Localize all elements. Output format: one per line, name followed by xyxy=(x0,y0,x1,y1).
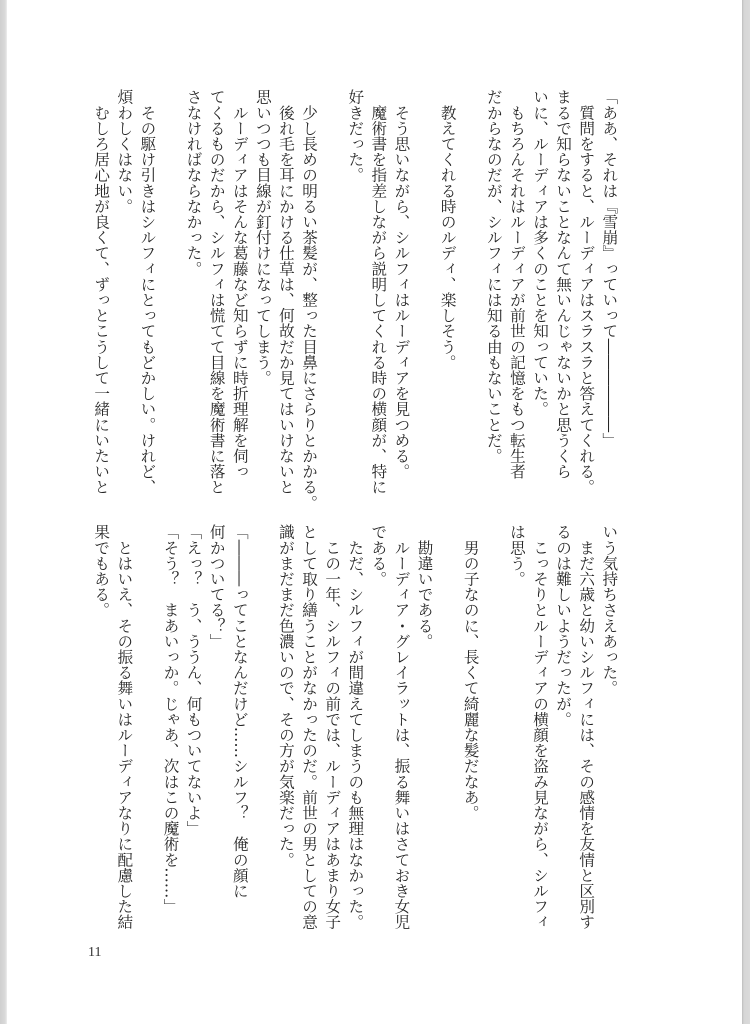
text-line: 好きだった。 xyxy=(346,89,365,183)
blank-line xyxy=(482,524,505,916)
page-edge-left xyxy=(0,0,7,1024)
text-line: として取り繕うことがなかったのだ。前世の男としての意 xyxy=(300,524,319,930)
text-line: 識がまだまだ色濃いので、その方が気楽だった。 xyxy=(276,524,295,868)
text-line: 煩わしくはない。 xyxy=(115,89,134,214)
blank-line xyxy=(412,89,435,481)
text-line: いに、ルーディアは多くのことを知っていた。 xyxy=(531,89,550,417)
page-number: 11 xyxy=(88,945,102,960)
upper-text-block xyxy=(89,89,620,511)
text-line: とはいえ、その振る舞いはルーディアなりに配慮した結 xyxy=(115,524,134,930)
text-line: むしろ居心地が良くて、ずっとこうして一緒にいたいと xyxy=(92,89,111,495)
text-line: 後れ毛を耳にかける仕草は、何故だか見てはいけないと xyxy=(276,89,295,495)
text-line: 果でもある。 xyxy=(92,524,111,618)
text-line: 勘違いである。 xyxy=(415,524,434,649)
dialogue-line: 「―――ってことなんだけど……シルフ？ 俺の顔に xyxy=(230,524,249,899)
text-line: だからなのだが、シルフィには知る由もないことだ。 xyxy=(484,89,503,464)
text-line: こっそりとルーディアの横顔を盗み見ながら、シルフィ xyxy=(531,524,550,930)
text-line: まだ六歳と幼いシルフィには、その感情を友情と区別す xyxy=(577,524,596,930)
text-line: 魔術書を指差しながら説明してくれる時の横顔が、特に xyxy=(369,89,388,495)
text-line: ルーディア・グレイラットは、振る舞いはさておき女児 xyxy=(392,524,411,930)
blank-line xyxy=(158,89,181,481)
text-line: さなければならなかった。 xyxy=(184,89,203,277)
blank-line xyxy=(135,524,158,916)
text-line: いう気持ちさえあった。 xyxy=(600,524,619,696)
text-line: そう思いながら、シルフィはルーディアを見つめる。 xyxy=(392,89,411,479)
text-line: 思いつつも目線が釘付けになってしまう。 xyxy=(253,89,272,386)
text-line: まるで知らないことなんて無いんじゃないかと思うくら xyxy=(554,89,573,479)
text-line: 少し長めの明るい茶髪が、整った目鼻にさらりとかかる。 xyxy=(300,89,319,511)
text-line: その駆け引きはシルフィにとってもどかしい。けれど、 xyxy=(138,89,157,495)
page-edge-right xyxy=(742,0,750,1024)
text-line: るのは難しいようだったが。 xyxy=(554,524,573,727)
lower-text-block xyxy=(89,524,620,930)
text-line: である。 xyxy=(369,524,388,587)
dialogue-line: 「えっ？ う、ううん、何もついてないよ」 xyxy=(184,524,203,836)
blank-line xyxy=(251,524,274,916)
blank-line xyxy=(320,89,343,481)
text-line: この一年、シルフィの前では、ルーディアはあまり女子 xyxy=(323,524,342,930)
text-line: 教えてくれる時のルディ、楽しそう。 xyxy=(438,89,457,370)
text-line: 質問をすると、ルーディアはスラスラと答えてくれる。 xyxy=(577,89,596,495)
text-line: ルーディアはそんな葛藤など知らずに時折理解を伺っ xyxy=(230,89,249,479)
blank-line xyxy=(436,524,459,916)
text-line: てくるものだから、シルフィは慌てて目線を魔術書に落と xyxy=(207,89,226,495)
text-line: 「ああ、それは『雪崩』っていって――――――」 xyxy=(600,89,619,448)
dialogue-line: 何かついてる？」 xyxy=(207,524,226,649)
text-line: 男の子なのに、長くて綺麗な髪だなあ。 xyxy=(461,524,480,821)
text-line: もちろんそれはルーディアが前世の記憶をもつ転生者 xyxy=(507,89,526,479)
text-line: は思う。 xyxy=(507,524,526,587)
text-line: ただ、シルフィが間違えてしまうのも無理はなかった。 xyxy=(346,524,365,930)
dialogue-line: 「そう？ まあいっか。じゃあ、次はこの魔術を……」 xyxy=(161,524,180,914)
blank-line xyxy=(459,89,482,481)
